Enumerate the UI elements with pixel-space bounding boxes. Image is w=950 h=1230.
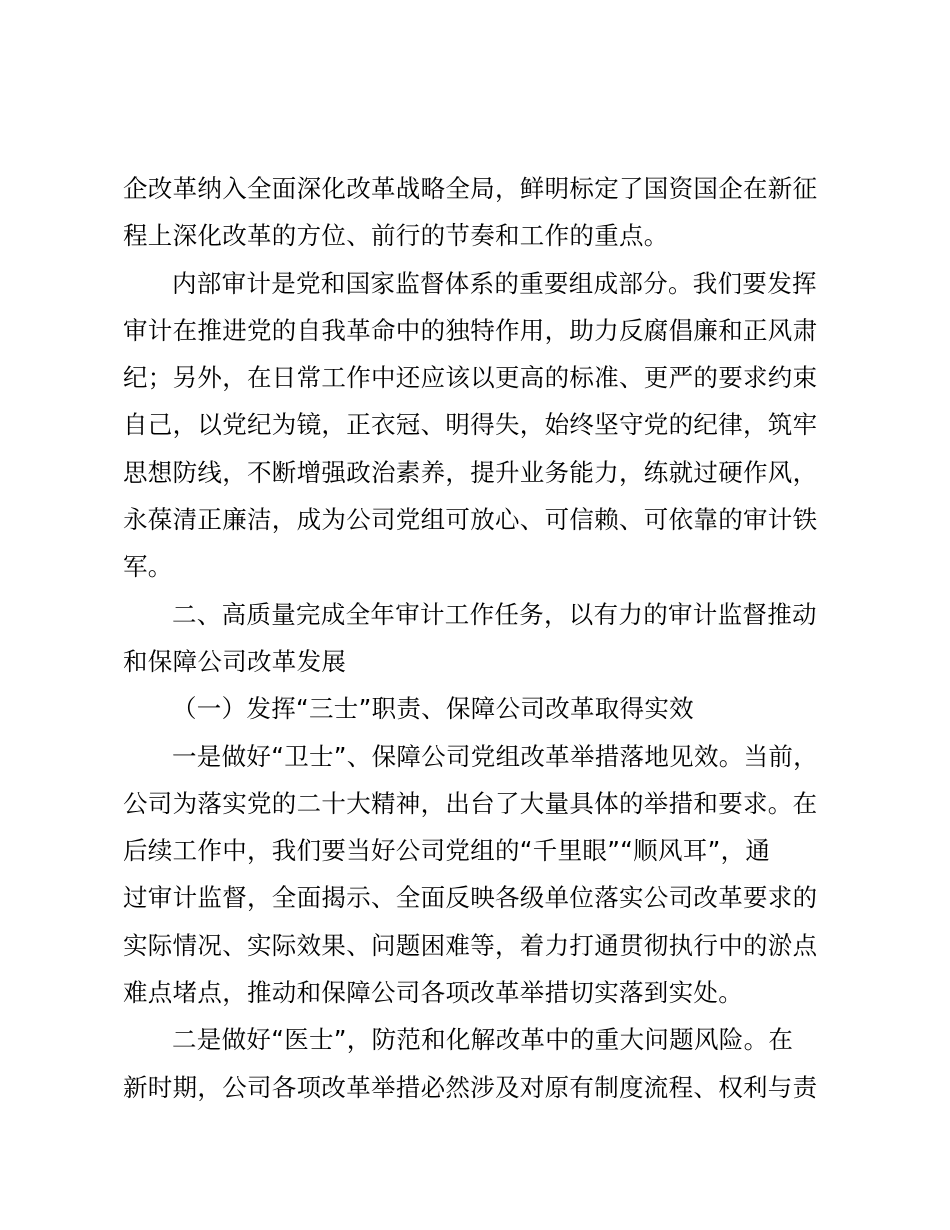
subsection-heading: （一）发挥“三士”职责、保障公司改革取得实效 [172,694,694,724]
section-heading: 二、高质量完成全年审计工作任务，以有力的审计监督推动 [172,599,817,629]
text-line: 后续工作中，我们要当好公司党组的“千里眼”“顺风耳”，通 [123,836,771,866]
text-line: 难点堵点，推动和保障公司各项改革举措切实落到实处。 [123,978,743,1008]
paragraph-first-line: 一是做好“卫士”、保障公司党组改革举措落地见效。当前， [172,741,818,771]
text-line: 自己，以党纪为镜，正衣冠、明得失，始终坚守党的纪律，筑牢 [123,410,818,440]
text-line: 审计在推进党的自我革命中的独特作用，助力反腐倡廉和正风肃 [123,315,818,345]
paragraph-first-line: 内部审计是党和国家监督体系的重要组成部分。我们要发挥 [172,268,817,298]
text-line: 军。 [123,552,173,582]
paragraph-first-line: 二是做好“医士”，防范和化解改革中的重大问题风险。在 [172,1025,794,1055]
text-line: 永葆清正廉洁，成为公司党组可放心、可信赖、可依靠的审计铁 [123,505,818,535]
text-line: 程上深化改革的方位、前行的节奏和工作的重点。 [123,221,669,251]
document-body [123,165,828,1111]
text-line: 纪；另外，在日常工作中还应该以更高的标准、更严的要求约束 [123,363,818,393]
text-line: 过审计监督，全面揭示、全面反映各级单位落实公司改革要求的 [123,883,818,913]
text-line: 新时期，公司各项改革举措必然涉及对原有制度流程、权利与责 [123,1072,818,1102]
text-line: 公司为落实党的二十大精神，出台了大量具体的举措和要求。在 [123,788,818,818]
text-line: 思想防线，不断增强政治素养，提升业务能力，练就过硬作风， [123,457,818,487]
text-line: 企改革纳入全面深化改革战略全局，鲜明标定了国资国企在新征 [123,174,818,203]
section-heading-continued: 和保障公司改革发展 [123,646,347,676]
text-line: 实际情况、实际效果、问题困难等，着力打通贯彻执行中的淤点 [123,930,818,960]
